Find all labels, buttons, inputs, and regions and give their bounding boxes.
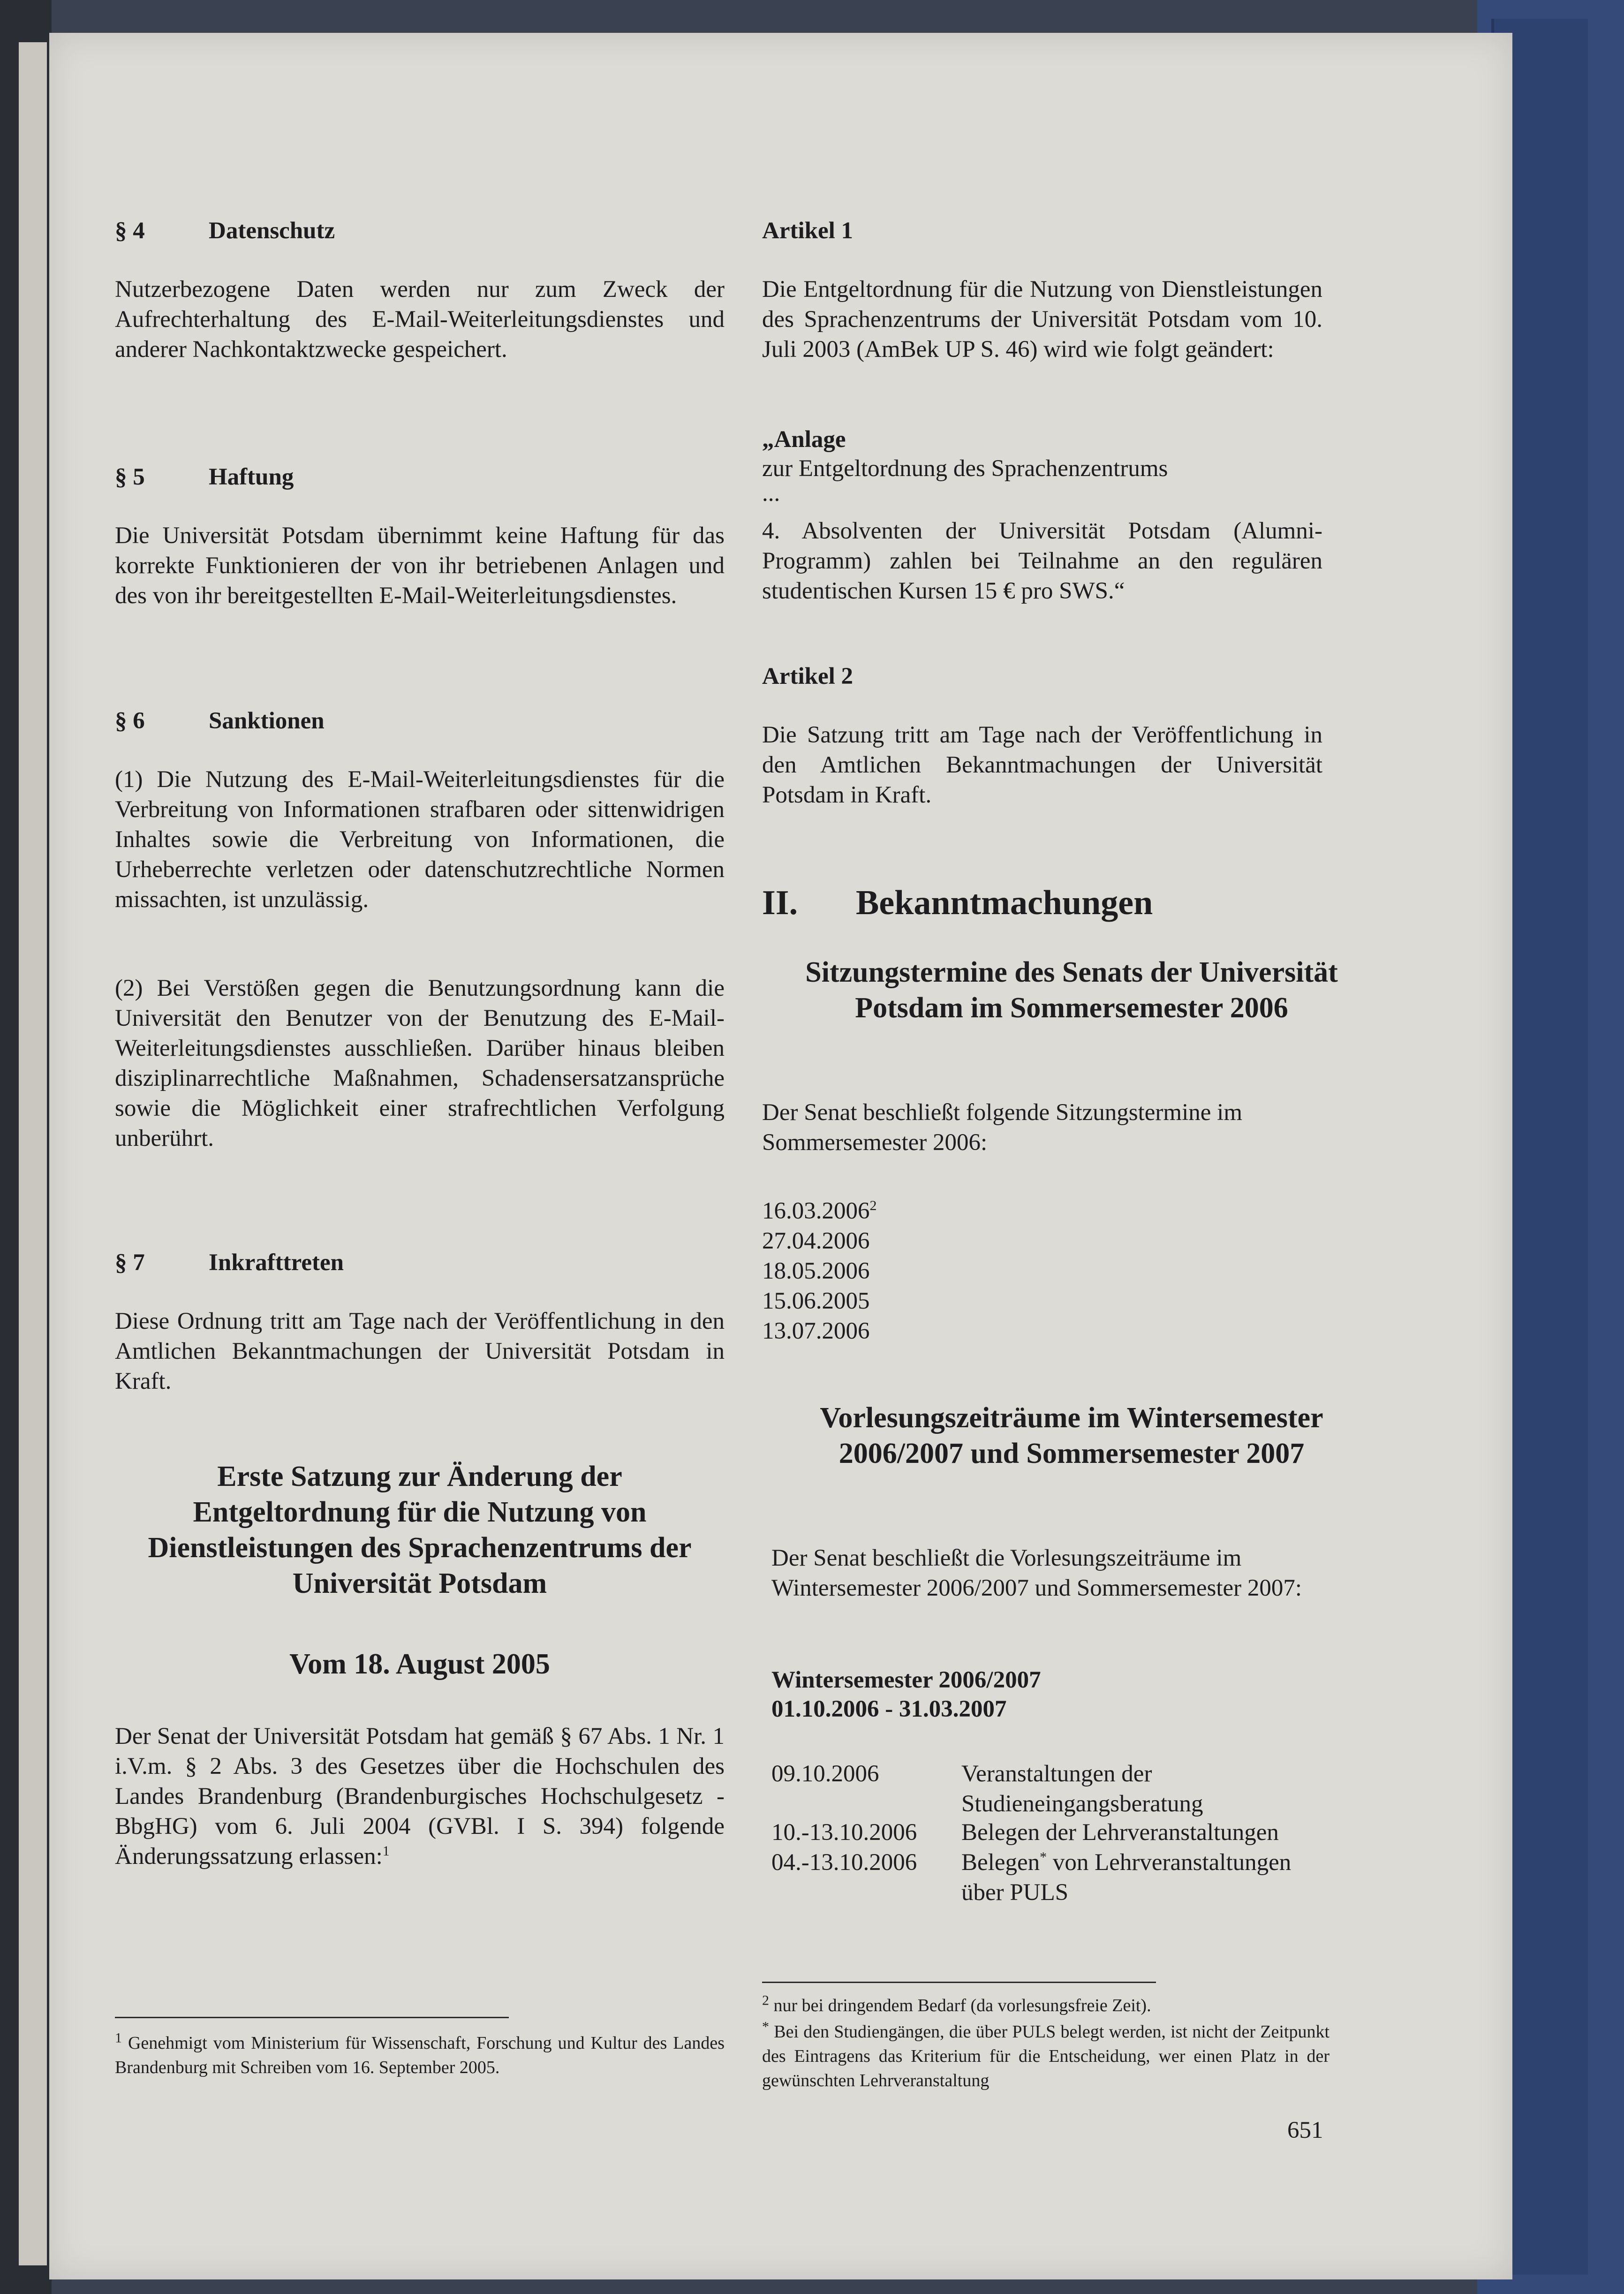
event-row: [771, 1759, 1334, 1820]
event-date: 10.-13.10.2006: [771, 1819, 917, 1846]
vorlesung-intro: Der Senat beschließt die Vorlesungszeiträume im Wintersemester 2006/2007 und Sommersemester 2007:: [771, 1545, 1302, 1601]
section-7-heading: § 7 Inkrafttreten: [115, 1249, 344, 1276]
section-title: Bekanntmachungen: [856, 884, 1153, 922]
anlage-item-4: 4. Absolventen der Universität Potsdam (Alumni-Programm) zahlen bei Teilnahme an den regulären studentischen Kursen 15 € pro SWS.“: [762, 518, 1322, 604]
previous-page-edge: [19, 42, 47, 2265]
sitzung-date: 16.03.2006$^2$: [762, 1198, 877, 1224]
anlage-heading: „Anlage: [762, 426, 846, 453]
sitzung-date: 13.07.2006: [762, 1318, 870, 1344]
section-4-heading: § 4 Datenschutz: [115, 218, 335, 244]
satzung-title: Erste Satzung zur Änderung der Entgeltordnung für die Nutzung von Dienstleistungen des Sprachenzentrums der Universität Potsdam: [148, 1461, 692, 1599]
section-4-body: Nutzerbezogene Daten werden nur zum Zweck der Aufrechterhaltung des E-Mail-Weiterleitungsdienstes und anderer Nachkontaktzwecke gespeichert.: [115, 276, 725, 363]
footnote-star-reference: *: [1040, 1849, 1047, 1865]
section-7-body: Diese Ordnung tritt am Tage nach der Veröffentlichung in den Amtlichen Bekanntmachungen der Universität Potsdam in Kraft.: [115, 1308, 725, 1394]
event-date: 04.-13.10.2006: [771, 1849, 917, 1876]
footnote-2-reference: 2: [869, 1198, 877, 1213]
section-6-heading: § 6 Sanktionen: [115, 708, 325, 734]
event-row: [771, 1817, 1334, 1847]
artikel-2-body: Die Satzung tritt am Tage nach der Veröffentlichung in den Amtlichen Bekanntmachungen der Universität Potsdam in Kraft.: [762, 722, 1322, 808]
sitzung-date: 15.06.2005: [762, 1288, 870, 1314]
wintersemester-label: Wintersemester 2006/2007: [771, 1667, 1041, 1693]
section-5-heading: § 5 Haftung: [115, 464, 294, 490]
footnote-2: $^2$ nur bei dringendem Bedarf (da vorlesungsfreie Zeit).: [762, 1992, 1151, 2015]
wintersemester-range: 01.10.2006 - 31.03.2007: [771, 1696, 1007, 1722]
event-date: 09.10.2006: [771, 1761, 879, 1787]
footnote-separator-left: [115, 2017, 509, 2018]
footnote-separator-right: [762, 1982, 1156, 1983]
anlage-ellipsis: ...: [762, 480, 780, 507]
artikel-2-heading: Artikel 2: [762, 663, 854, 689]
page-number: 651: [1287, 2117, 1323, 2143]
artikel-1-heading: Artikel 1: [762, 218, 854, 244]
footnote-1: $^1$ Genehmigt vom Ministerium für Wissenschaft, Forschung und Kultur des Landes Brandenburg mit Schreiben vom 16. September 2005.: [115, 2030, 725, 2077]
footnote-1-reference: 1: [382, 1843, 390, 1859]
sitzung-date: 27.04.2006: [762, 1228, 870, 1254]
satzung-date: Vom 18. August 2005: [289, 1648, 550, 1680]
sitzung-date: 18.05.2006: [762, 1258, 870, 1284]
satzung-intro: Der Senat der Universität Potsdam hat gemäß § 67 Abs. 1 Nr. 1 i.V.m. § 2 Abs. 3 des Gesetzes über die Hochschulen des Landes Brandenburg (Brandenburgisches Hochschulgesetz - BbgHG) vom 6. Juli 2004 (GVBl. I S. 394) folgende Änderungssatzung erlassen:$^1$: [115, 1723, 725, 1870]
section-5-body: Die Universität Potsdam übernimmt keine Haftung für das korrekte Funktionieren der von ihr betriebenen Anlagen und des von ihr bereitgestellten E-Mail-Weiterleitungsdienstes.: [115, 522, 725, 609]
event-description: Belegen* von Lehrveranstaltungen über PULS: [961, 1849, 1292, 1906]
sitzung-title: Sitzungstermine des Senats der Universität Potsdam im Sommersemester 2006: [805, 956, 1338, 1024]
document-page: [49, 33, 1512, 2279]
sitzung-intro: Der Senat beschließt folgende Sitzungstermine im Sommersemester 2006:: [762, 1099, 1242, 1156]
footnote-star: * Bei den Studiengängen, die über PULS belegt werden, ist nicht der Zeitpunkt des Eintragens das Kriterium für die Entscheidung, wer einen Platz in der gewünschten Lehrveranstaltung: [762, 2019, 1329, 2090]
artikel-1-body: Die Entgeltordnung für die Nutzung von Dienstleistungen des Sprachenzentrums der Universität Potsdam vom 10. Juli 2003 (AmBek UP S. 46) wird wie folgt geändert:: [762, 276, 1322, 363]
sitzung-dates-list: [762, 1196, 1043, 1346]
vorlesung-title: Vorlesungszeiträume im Wintersemester 2006/2007 und Sommersemester 2007: [820, 1402, 1323, 1469]
anlage-subtitle: zur Entgeltordnung des Sprachenzentrums: [762, 455, 1168, 482]
event-row: [771, 1847, 1334, 1908]
section-6-paragraph-2: (2) Bei Verstößen gegen die Benutzungsordnung kann die Universität den Benutzer von der Benutzung des E-Mail-Weiterleitungsdienstes ausschließen. Darüber hinaus bleiben disziplinarrechtliche Maßnahmen, Schadensersatzansprüche sowie die Möglichkeit einer strafrechtlichen Verfolgung unberührt.: [115, 975, 725, 1151]
section-number: II.: [762, 884, 798, 922]
event-description: Belegen der Lehrveranstaltungen: [961, 1819, 1279, 1846]
event-description: Veranstaltungen der Studieneingangsberatung: [961, 1761, 1203, 1817]
section-6-paragraph-1: (1) Die Nutzung des E-Mail-Weiterleitungsdienstes für die Verbreitung von Informationen strafbaren oder sittenwidrigen Inhaltes sowie die Verbreitung von Informationen, die Urheberrechte verletzen oder datenschutzrechtliche Normen missachten, ist unzulässig.: [115, 766, 725, 913]
